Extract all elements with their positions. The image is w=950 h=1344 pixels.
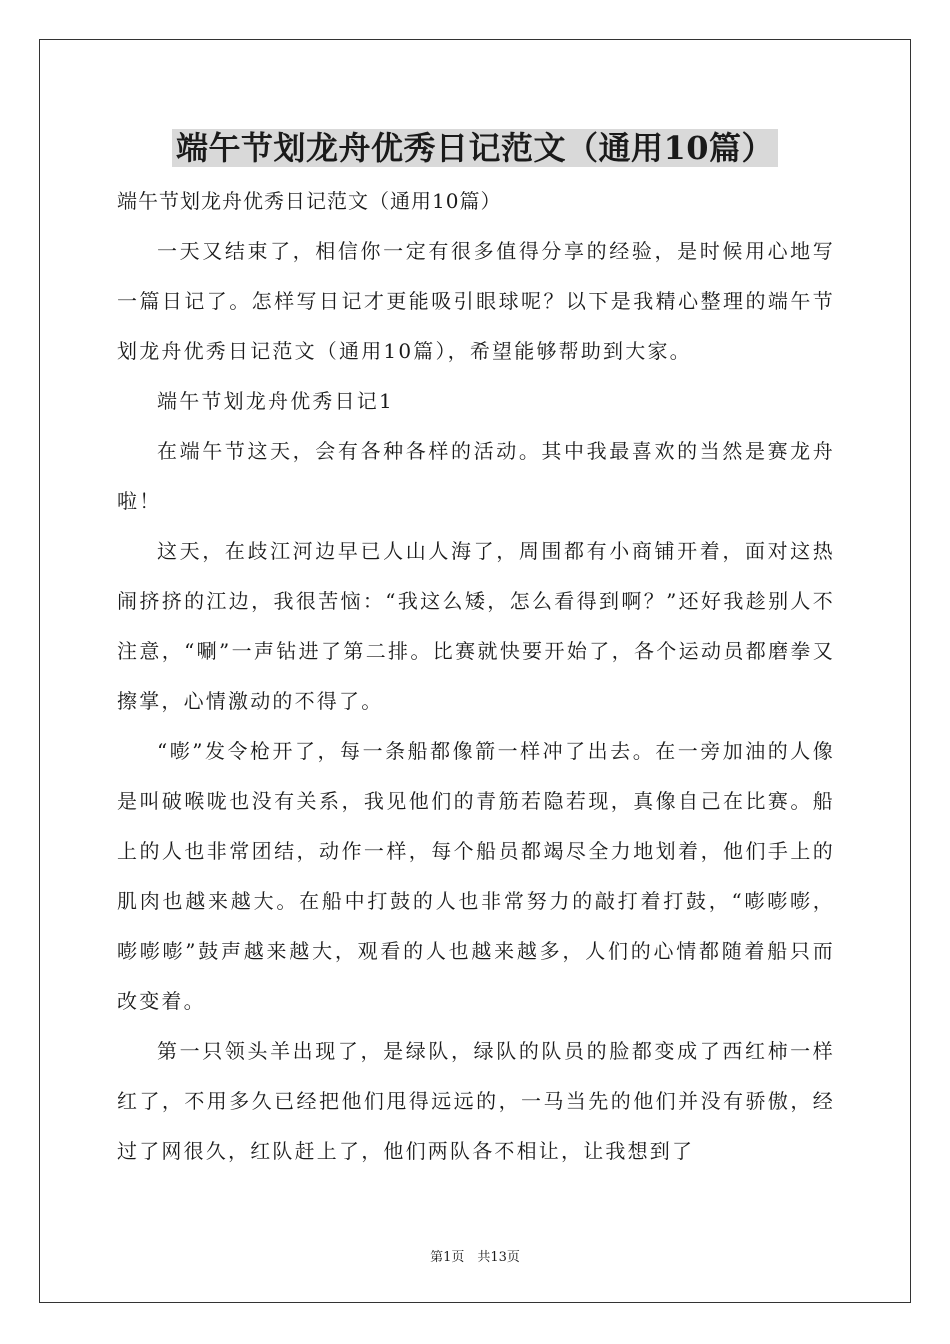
intro-paragraph: 一天又结束了，相信你一定有很多值得分享的经验，是时候用心地写一篇日记了。怎样写日记才更能吸引眼球呢？以下是我精心整理的端午节划龙舟优秀日记范文（通用10篇），希望能够帮助到大家。 <box>117 239 835 363</box>
document-title <box>0 124 950 172</box>
page-footer: 第1页 共13页 <box>430 1250 520 1265</box>
paragraph: “嘭”发令枪开了，每一条船都像箭一样冲了出去。在一旁加油的人像是叫破喉咙也没有关系，我见他们的青筋若隐若现，真像自己在比赛。船上的人也非常团结，动作一样，每个船员都竭尽全力地划着，他们手上的肌肉也越来越大。在船中打鼓的人也非常努力的敲打着打鼓，“嘭嘭嘭，嘭嘭嘭”鼓声越来越大，观看的人也越来越多，人们的心情都随着船只而改变着。 <box>117 739 835 1013</box>
paragraph: 这天，在歧江河边早已人山人海了，周围都有小商铺开着，面对这热闹挤挤的江边，我很苦恼：“我这么矮，怎么看得到啊？”还好我趁别人不注意，“唰”一声钻进了第二排。比赛就快要开始了，各个运动员都磨拳又擦掌，心情激动的不得了。 <box>117 539 835 713</box>
document-body <box>117 176 835 1176</box>
document-subtitle: 端午节划龙舟优秀日记范文（通用10篇） <box>117 189 502 213</box>
paragraph: 在端午节这天，会有各种各样的活动。其中我最喜欢的当然是赛龙舟啦！ <box>117 439 835 513</box>
document-title-text: 端午节划龙舟优秀日记范文（通用10篇） <box>172 129 778 167</box>
section-heading: 端午节划龙舟优秀日记1 <box>157 389 394 413</box>
paragraph: 第一只领头羊出现了，是绿队，绿队的队员的脸都变成了西红柿一样红了，不用多久已经把他们甩得远远的，一马当先的他们并没有骄傲，经过了网很久，红队赶上了，他们两队各不相让，让我想到了 <box>117 1039 835 1163</box>
